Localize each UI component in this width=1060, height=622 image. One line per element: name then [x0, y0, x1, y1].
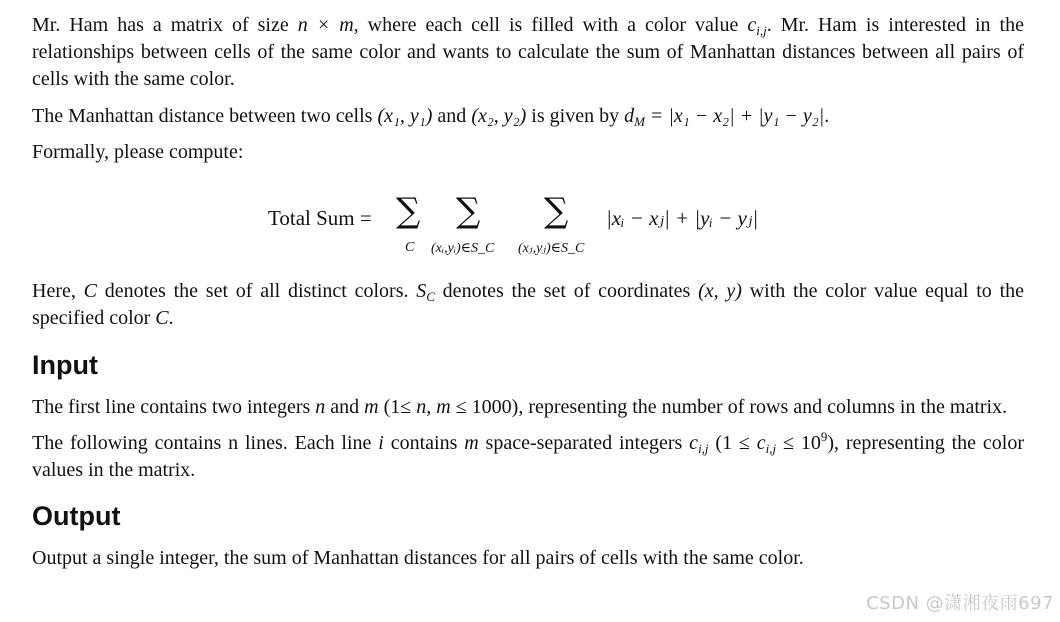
matrix-size-math: n × m: [297, 14, 354, 36]
input-line-1-text-3: (1≤: [378, 396, 417, 418]
cell-1-math: (x₁, y₁): [377, 105, 433, 127]
input-line-2-text-6: ), representing the color values in the matrix.: [32, 432, 1024, 481]
distance-subscript: M: [634, 114, 645, 129]
intro-text-2: , where each cell is filled with a color value: [353, 14, 748, 36]
input-line-2-text-4: (1 ≤: [708, 432, 757, 454]
input-line-2-text-2: contains: [383, 432, 465, 454]
definition-paragraph: [32, 103, 1024, 130]
color-bound-subscript: i,j: [765, 441, 777, 456]
input-line-2: [32, 430, 1024, 484]
input-line-1-text-1: The first line contains two integers: [32, 396, 316, 418]
sum-over-colors-subscript: C: [405, 240, 415, 255]
sum-over-cells-i-symbol: ∑: [456, 191, 481, 231]
output-description: Output a single integer, the sum of Manhattan distances for all pairs of cells with the same color.: [32, 547, 804, 569]
here-text-4: with the color value equal to the specified color: [32, 280, 1024, 329]
cell-2-math: (x₂, y₂): [471, 105, 527, 127]
here-text-3: denotes the set of coordinates: [434, 280, 699, 302]
definition-text-1: The Manhattan distance between two cells: [32, 105, 378, 127]
definition-period: .: [824, 105, 830, 127]
input-line-2-text-1: The following contains n lines. Each line: [32, 432, 379, 454]
input-line-1-text-2: and: [325, 396, 365, 418]
output-heading: Output: [32, 501, 121, 531]
count-symbol: m: [464, 432, 479, 454]
color-value-math: c: [747, 14, 757, 36]
input-line-2-text-3: space-separated integers: [478, 432, 690, 454]
cols-symbol: m: [364, 396, 379, 418]
color-value-subscript: i,j: [756, 23, 767, 38]
coords-set-subscript: C: [426, 289, 435, 304]
problem-statement: [32, 12, 1024, 572]
color-value-symbol: c: [689, 432, 699, 454]
intro-text-3: . Mr. Ham is interested in the relationships between cells of the same color and wants to calculate the sum of Manhattan distances between all pairs of cells with the same color.: [32, 14, 1024, 90]
input-line-1-text-4: ≤ 1000), representing the number of rows and columns in the matrix.: [450, 396, 1008, 418]
distance-symbol: d: [624, 105, 635, 127]
here-text-1: Here,: [32, 280, 84, 302]
bounds-symbols: n, m: [416, 396, 451, 418]
definition-text-2: and: [432, 105, 472, 127]
coordinate-math: (x, y): [698, 280, 742, 302]
intro-text-1: Mr. Ham has a matrix of size: [32, 14, 298, 36]
total-sum-formula: [32, 166, 1024, 276]
formula-rhs: |xᵢ − xⱼ| + |yᵢ − yⱼ|: [606, 206, 759, 230]
color-symbol: C: [155, 307, 169, 329]
input-heading: Input: [32, 350, 98, 380]
here-period: .: [168, 307, 174, 329]
sum-over-cells-j-symbol: ∑: [544, 191, 569, 231]
rows-symbol: n: [315, 396, 326, 418]
definition-text-3: is given by: [526, 105, 625, 127]
input-line-1: [32, 394, 1024, 421]
color-bound-symbol: c: [756, 432, 766, 454]
upper-bound-exponent: 9: [820, 429, 828, 444]
sum-over-cells-i-subscript: (xᵢ,yᵢ)∈S_C: [431, 241, 495, 256]
here-paragraph: [32, 278, 1024, 332]
intro-paragraph: [32, 12, 1024, 93]
formula-lhs: Total Sum =: [268, 206, 372, 230]
color-value-subscript-2: i,j: [698, 441, 709, 456]
watermark: CSDN @潇湘夜雨697: [866, 593, 1054, 614]
sum-over-colors-symbol: ∑: [396, 191, 421, 231]
line-index-symbol: i: [378, 432, 384, 454]
colors-set-symbol: C: [83, 280, 97, 302]
formally-paragraph: Formally, please compute:: [32, 141, 244, 163]
here-text-2: denotes the set of all distinct colors.: [96, 280, 417, 302]
coords-set-symbol: S: [416, 280, 427, 302]
sum-over-cells-j-subscript: (xⱼ,yⱼ)∈S_C: [518, 241, 585, 256]
distance-formula: = |x₁ − x₂| + |y₁ − y₂|: [644, 105, 825, 127]
input-line-2-text-5: ≤ 10: [776, 432, 821, 454]
